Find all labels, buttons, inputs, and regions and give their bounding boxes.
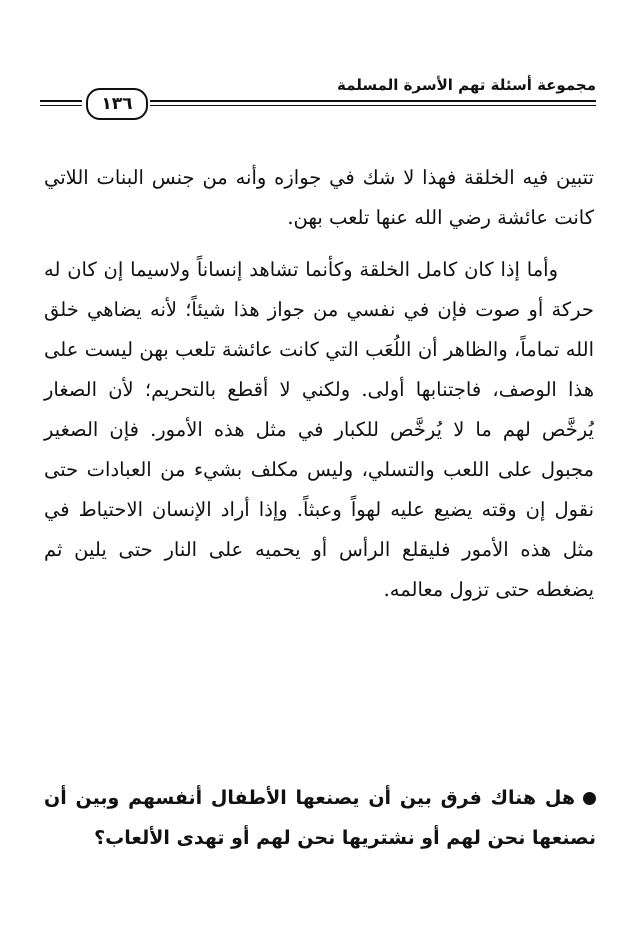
paragraph-1: تتبين فيه الخلقة فهذا لا شك في جوازه وأنه من جنس البنات اللاتي كانت عائشة رضي الله عنها تلعب بهن. xyxy=(44,166,594,229)
paragraph-2: وأما إذا كان كامل الخلقة وكأنما تشاهد إنساناً ولاسيما إن كان له حركة أو صوت فإن في نفسي من جواز هذا شيئاً؛ لأنه يضاهي خلق الله تماماً، والظاهر أن اللُعَب التي كانت عائشة تلعب بهن ليست على هذا الوصف، فاجتنابها أولى. ولكني لا أقطع بالتحريم؛ لأن الصغار يُرخَّص لهم ما لا يُرخَّص للكبار في مثل هذه الأمور. فإن الصغير مجبول على اللعب والتسلي، وليس مكلف بشيء من العبادات حتى نقول إن وقته يضيع عليه لهواً وعبثاً. وإذا أراد الإنسان الاحتياط في مثل هذه الأمور فليقلع الرأس أو يحميه على النار حتى يلين ثم يضغطه حتى تزول معالمه. xyxy=(44,258,594,601)
bullet-icon xyxy=(583,792,596,805)
running-title: مجموعة أسئلة تهم الأسرة المسلمة xyxy=(337,76,596,94)
body-text xyxy=(44,158,594,610)
page-header xyxy=(40,74,596,134)
header-rule-thick xyxy=(150,100,596,102)
question xyxy=(44,778,596,858)
header-rule-left-thick xyxy=(40,100,82,102)
header-rule-thin xyxy=(150,105,596,106)
page-number: ١٣٦ xyxy=(86,88,148,120)
header-rule-left-thin xyxy=(40,105,82,106)
question-text: هل هناك فرق بين أن يصنعها الأطفال أنفسهم وبين أن نصنعها نحن لهم أو نشتريها نحن لهم أو تهدى الألعاب؟ xyxy=(44,787,596,849)
